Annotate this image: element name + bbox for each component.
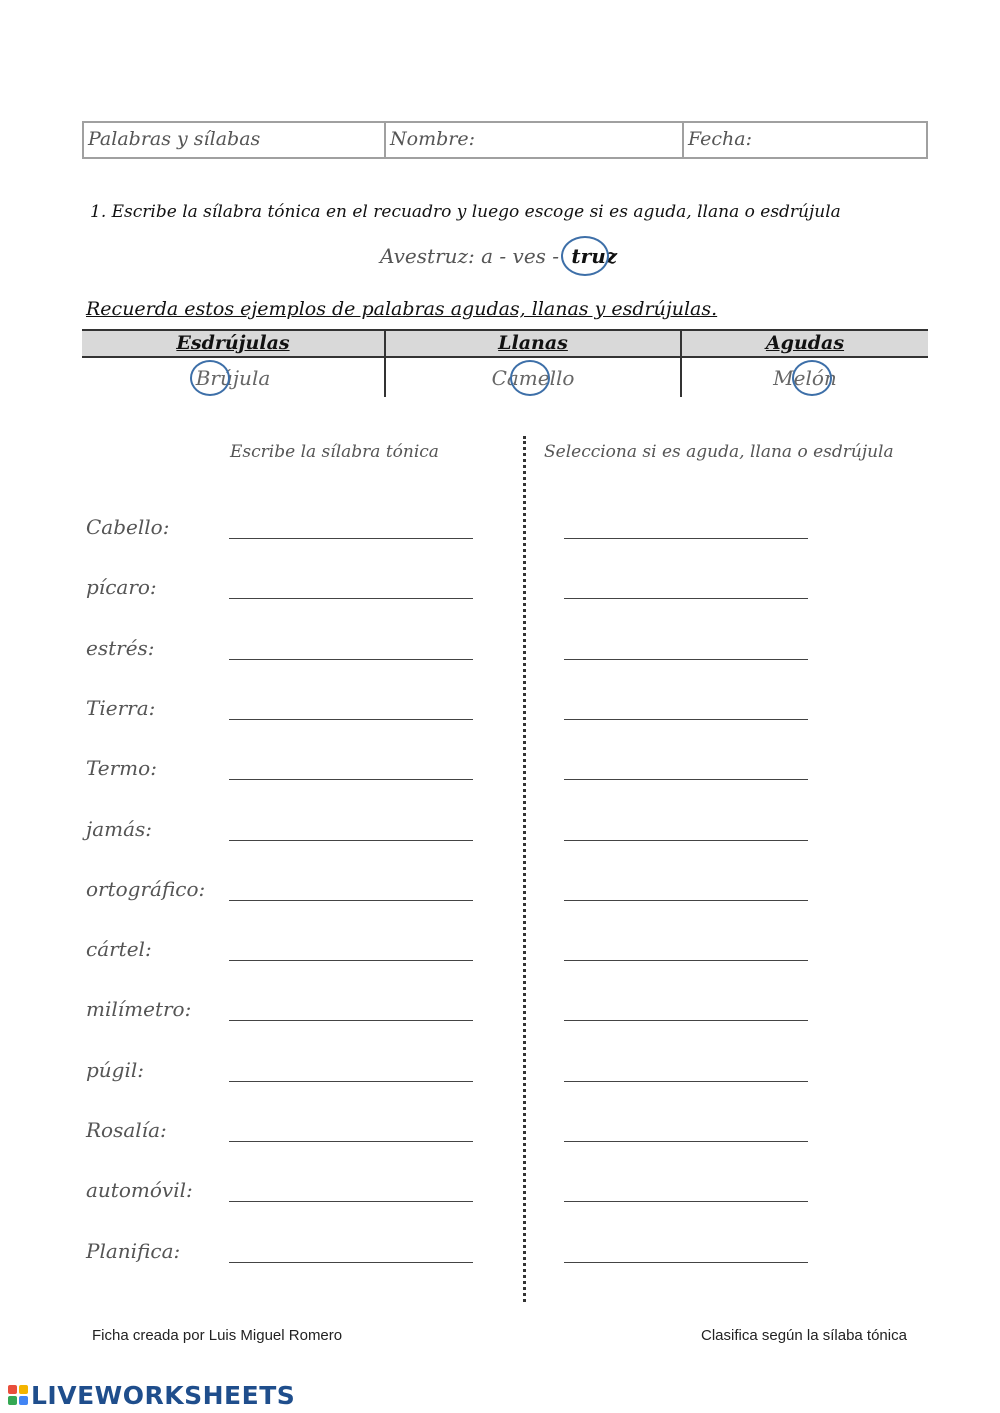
logo-square: [19, 1385, 28, 1394]
classification-answer-line[interactable]: [564, 960, 808, 961]
highlight-circle: [561, 236, 609, 276]
example-esdrujula: Brújula: [195, 366, 271, 390]
tonic-circle: [190, 360, 230, 396]
examples-table: [82, 329, 928, 397]
header-llanas: Llanas: [384, 331, 680, 356]
example-llana-cell: [384, 358, 680, 397]
syllable-answer-line[interactable]: [229, 538, 473, 539]
syllable-answer-line[interactable]: [229, 779, 473, 780]
header-table: [82, 121, 928, 159]
exercise-word: Rosalía:: [86, 1118, 167, 1142]
syllable-answer-line[interactable]: [229, 598, 473, 599]
example-llana: Camello: [491, 366, 575, 390]
exercise-word: pícaro:: [86, 575, 157, 600]
logo-square: [19, 1396, 28, 1405]
syllable-answer-line[interactable]: [229, 1201, 473, 1202]
header-esdrujulas: Esdrújulas: [176, 332, 290, 354]
logo-square: [8, 1385, 17, 1394]
example-prefix: Avestruz: a - ves -: [380, 244, 566, 268]
tonic-circle: [792, 360, 832, 396]
exercise-word: púgil:: [86, 1057, 145, 1082]
example-aguda: Melón: [773, 366, 837, 390]
header-name-field[interactable]: Nombre:: [384, 123, 682, 157]
example-esdrujula-cell: [82, 358, 384, 397]
classification-answer-line[interactable]: [564, 659, 808, 660]
footer-subject: Clasifica según la sílaba tónica: [701, 1327, 907, 1344]
exercise-word: jamás:: [86, 816, 153, 841]
header-agudas: Agudas: [680, 331, 928, 356]
syllable-answer-line[interactable]: [229, 900, 473, 901]
logo-square: [8, 1396, 17, 1405]
liveworksheets-logo[interactable]: [8, 1380, 295, 1410]
classification-answer-line[interactable]: [564, 1081, 808, 1082]
classification-answer-line[interactable]: [564, 779, 808, 780]
column-heading-syllable: Escribe la sílabra tónica: [230, 442, 439, 462]
exercise-word: Cabello:: [86, 515, 170, 539]
classification-answer-line[interactable]: [564, 900, 808, 901]
example-line: [380, 244, 623, 268]
exercise-word: milímetro:: [86, 997, 192, 1022]
syllable-answer-line[interactable]: [229, 719, 473, 720]
tonic-circle: [510, 360, 550, 396]
classification-answer-line[interactable]: [564, 719, 808, 720]
example-highlight: [565, 244, 623, 268]
classification-answer-line[interactable]: [564, 1141, 808, 1142]
syllable-answer-line[interactable]: [229, 1141, 473, 1142]
footer-author: Ficha creada por Luis Miguel Romero: [92, 1327, 343, 1344]
classification-answer-line[interactable]: [564, 1020, 808, 1021]
column-heading-classification: Selecciona si es aguda, llana o esdrújula: [544, 442, 894, 462]
logo-text: LIVEWORKSHEETS: [31, 1380, 296, 1410]
exercise-word: cártel:: [86, 937, 152, 962]
header-title: Palabras y sílabas: [88, 128, 261, 150]
instruction-text: 1. Escribe la sílabra tónica en el recuadro y luego escoge si es aguda, llana o esdrújula: [90, 202, 841, 222]
exercise-word: estrés:: [86, 635, 155, 660]
example-aguda-cell: [680, 358, 928, 397]
syllable-answer-line[interactable]: [229, 1020, 473, 1021]
classification-answer-line[interactable]: [564, 1262, 808, 1263]
example-highlight-text: truz: [571, 244, 618, 268]
exercise-word: ortográfico:: [86, 876, 206, 901]
exercise-word: Planifica:: [86, 1238, 181, 1263]
syllable-answer-line[interactable]: [229, 840, 473, 841]
examples-table-header: [82, 329, 928, 358]
classification-answer-line[interactable]: [564, 1201, 808, 1202]
classification-answer-line[interactable]: [564, 538, 808, 539]
classification-answer-line[interactable]: [564, 598, 808, 599]
syllable-answer-line[interactable]: [229, 960, 473, 961]
exercise-word: Termo:: [86, 756, 157, 781]
examples-table-body: [82, 358, 928, 397]
classification-answer-line[interactable]: [564, 840, 808, 841]
exercise-word: automóvil:: [86, 1178, 193, 1203]
remember-heading: Recuerda estos ejemplos de palabras agudas, llanas y esdrújulas.: [86, 298, 718, 320]
logo-mark-icon: [8, 1385, 28, 1405]
dotted-divider: [523, 436, 526, 1302]
syllable-answer-line[interactable]: [229, 659, 473, 660]
exercise-word: Tierra:: [86, 695, 156, 720]
syllable-answer-line[interactable]: [229, 1262, 473, 1263]
syllable-answer-line[interactable]: [229, 1081, 473, 1082]
header-date-field[interactable]: Fecha:: [682, 123, 926, 157]
